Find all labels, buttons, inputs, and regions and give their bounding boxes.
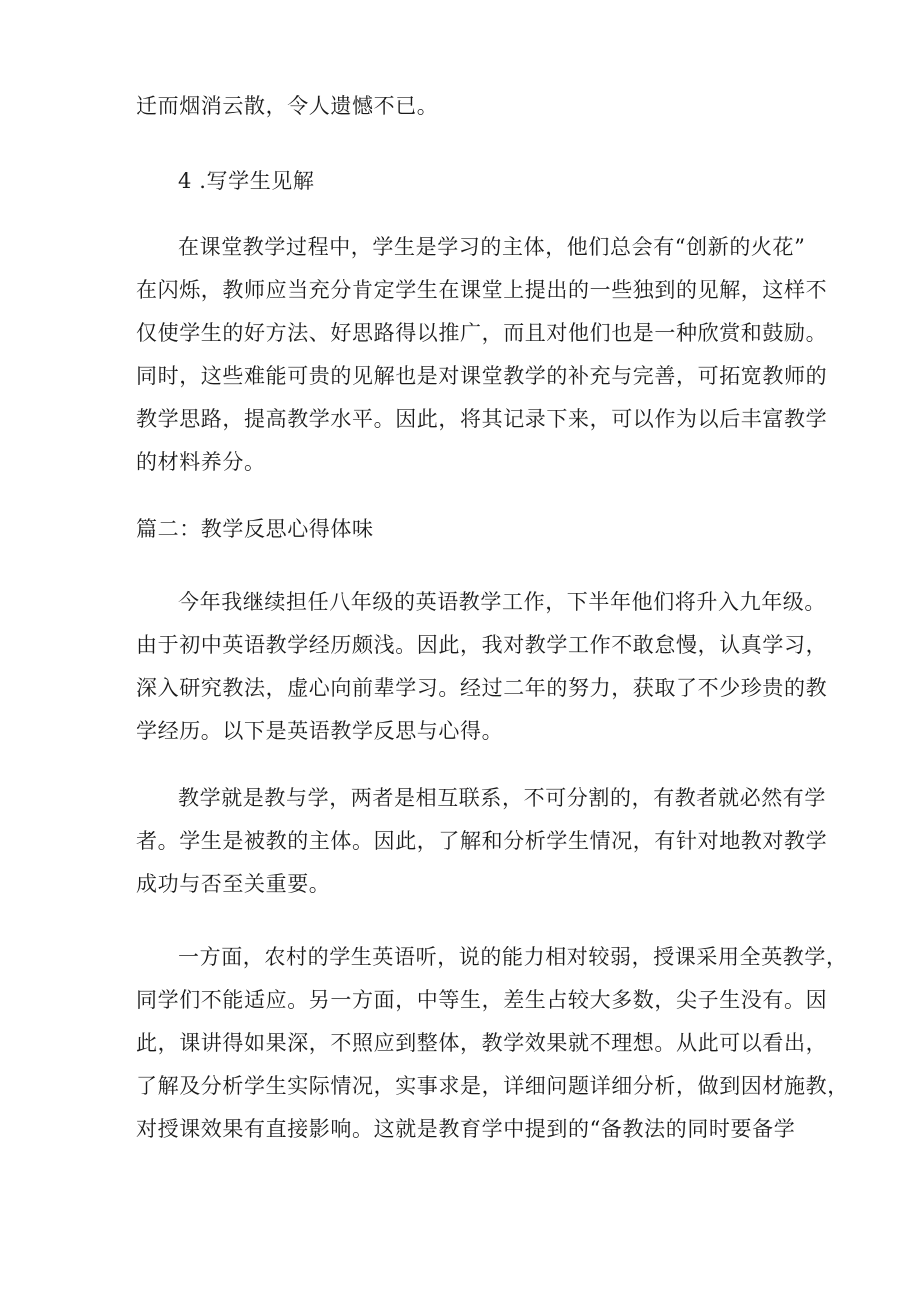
paragraph-rural-line: 此，课讲得如果深，不照应到整体，教学效果就不理想。从此可以看出， — [136, 1031, 828, 1055]
paragraph-insights-line: 在课堂教学过程中，学生是学习的主体，他们总会有“创新的火花” — [178, 235, 806, 259]
paragraph-intro-line: 由于初中英语教学经历颇浅。因此，我对教学工作不敢怠慢，认真学习， — [136, 633, 828, 657]
paragraph-teaching-line: 教学就是教与学，两者是相互联系，不可分割的，有教者就必然有学 — [178, 786, 826, 810]
paragraph-insights-line: 同时，这些难能可贵的见解也是对课堂教学的补充与完善，可拓宽教师的 — [136, 364, 828, 388]
paragraph-intro-line: 深入研究教法，虚心向前辈学习。经过二年的努力，获取了不少珍贵的教 — [136, 676, 828, 700]
paragraph-insights-line: 教学思路，提高教学水平。因此，将其记录下来，可以作为以后丰富教学 — [136, 407, 828, 431]
paragraph-rural-line: 了解及分析学生实际情况，实事求是，详细问题详细分析，做到因材施教， — [136, 1074, 849, 1098]
paragraph-intro-line: 学经历。以下是英语教学反思与心得。 — [136, 719, 504, 743]
paragraph-continuation-line: 迁而烟消云散，令人遗憾不已。 — [136, 94, 439, 118]
paragraph-rural-line: 对授课效果有直接影响。这就是教育学中提到的“备教法的同时要备学 — [136, 1117, 796, 1141]
paragraph-teaching-line: 者。学生是被教的主体。因此，了解和分析学生情况，有针对地教对教学 — [136, 829, 828, 853]
section-title: 篇二：教学反思心得体味 — [136, 517, 374, 541]
paragraph-rural-line: 同学们不能适应。另一方面，中等生，差生占较大多数，尖子生没有。因 — [136, 988, 828, 1012]
heading-write-student-insights: 4 .写学生见解 — [178, 169, 315, 193]
paragraph-insights-line: 仅使学生的好方法、好思路得以推广，而且对他们也是一种欣赏和鼓励。 — [136, 321, 828, 345]
paragraph-insights-line: 的材料养分。 — [136, 450, 266, 474]
paragraph-rural-line: 一方面，农村的学生英语听，说的能力相对较弱，授课采用全英教学， — [178, 945, 848, 969]
paragraph-teaching-line: 成功与否至关重要。 — [136, 872, 331, 896]
paragraph-intro-line: 今年我继续担任八年级的英语教学工作，下半年他们将升入九年级。 — [178, 590, 826, 614]
paragraph-insights-line: 在闪烁，教师应当充分肯定学生在课堂上提出的一些独到的见解，这样不 — [136, 278, 828, 302]
